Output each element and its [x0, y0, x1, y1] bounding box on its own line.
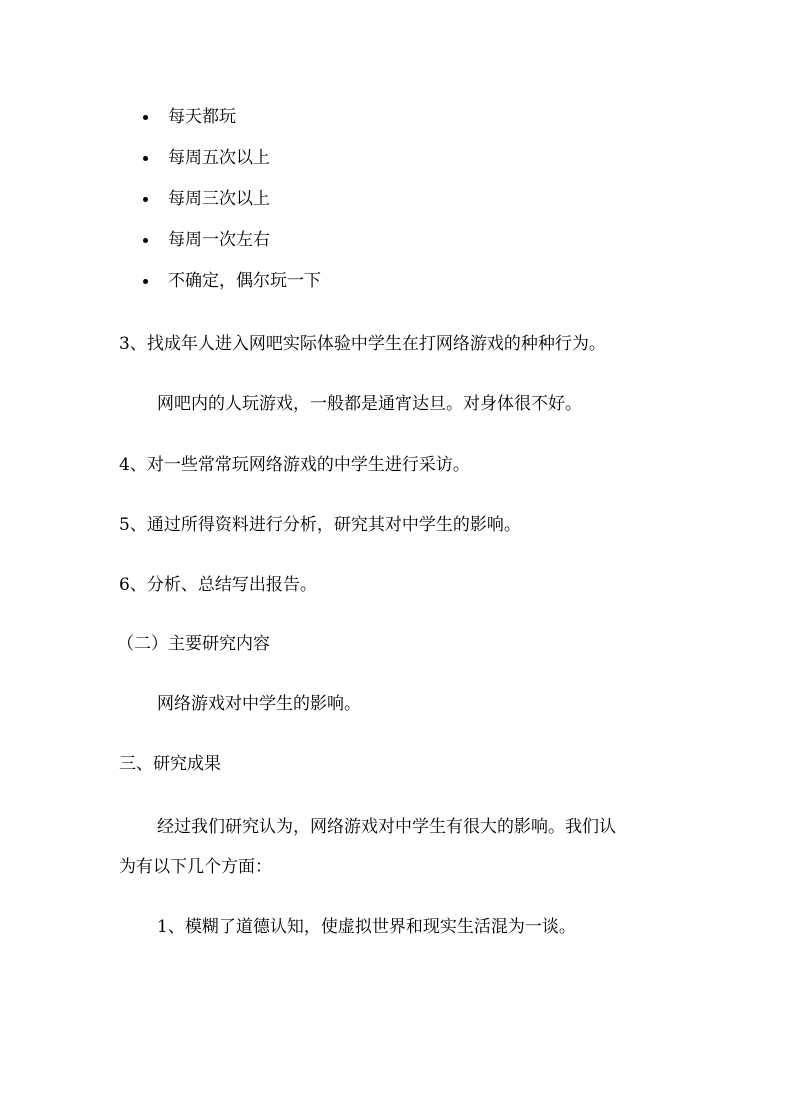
list-item-text: 每周五次以上 — [168, 148, 270, 168]
conclusion-paragraph-line-1: 经过我们研究认为，网络游戏对中学生有很大的影响。我们认 — [157, 817, 616, 837]
step-4-paragraph: 4、对一些常常玩网络游戏的中学生进行采访。 — [119, 455, 470, 475]
bullet-icon — [143, 238, 148, 243]
bullet-icon — [143, 115, 148, 120]
list-item-text: 每周三次以上 — [168, 189, 270, 209]
bullet-icon — [143, 279, 148, 284]
section-three-heading: 三、研究成果 — [119, 754, 221, 774]
list-item — [0, 182, 792, 223]
list-item — [0, 223, 792, 264]
list-item — [0, 264, 792, 305]
list-item-text: 每天都玩 — [168, 107, 236, 127]
step-3-note-paragraph: 网吧内的人玩游戏，一般都是通宵达旦。对身体很不好。 — [157, 394, 582, 414]
list-item — [0, 141, 792, 182]
frequency-option-list — [0, 100, 792, 305]
list-item-text: 每周一次左右 — [168, 230, 270, 250]
step-6-paragraph: 6、分析、总结写出报告。 — [119, 575, 317, 595]
section-two-heading: （二）主要研究内容 — [117, 634, 270, 654]
step-5-paragraph: 5、通过所得资料进行分析，研究其对中学生的影响。 — [119, 515, 521, 535]
bullet-icon — [143, 156, 148, 161]
section-two-content: 网络游戏对中学生的影响。 — [157, 694, 361, 714]
step-3-paragraph: 3、找成年人进入网吧实际体验中学生在打网络游戏的种种行为。 — [119, 334, 606, 354]
list-item-text: 不确定，偶尔玩一下 — [168, 271, 321, 291]
conclusion-paragraph-line-2: 为有以下几个方面： — [119, 857, 272, 877]
point-1-paragraph: 1、模糊了道德认知，使虚拟世界和现实生活混为一谈。 — [157, 917, 576, 937]
list-item — [0, 100, 792, 141]
bullet-icon — [143, 197, 148, 202]
